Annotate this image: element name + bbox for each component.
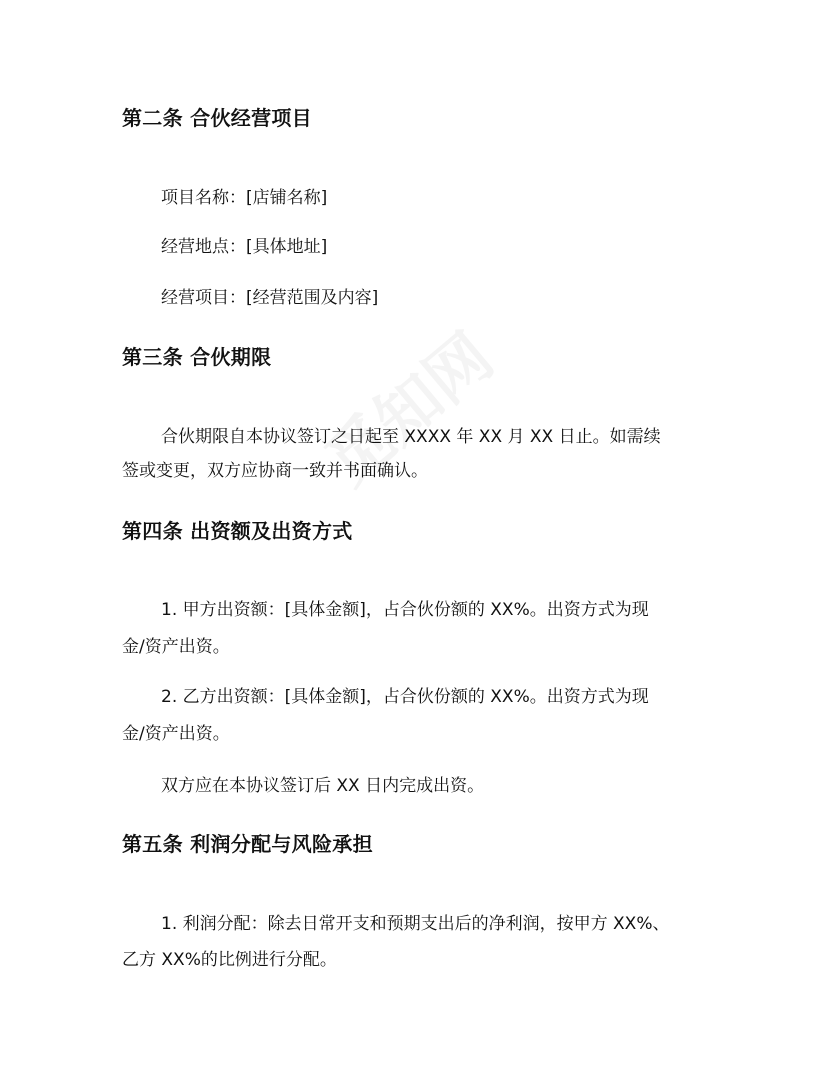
- project-name-text: 项目名称：[店铺名称]: [161, 188, 328, 208]
- party-b-contribution-line-2: 金/资产出资。: [122, 724, 230, 744]
- profit-distribution-line-2: 乙方 XX%的比例进行分配。: [122, 950, 337, 970]
- section-2-heading: 第二条 合伙经营项目: [122, 106, 312, 130]
- party-a-contribution-text-1: 1. 甲方出资额：[具体金额]，占合伙份额的 XX%。出资方式为现: [161, 600, 649, 620]
- profit-distribution-line-1: [122, 906, 718, 943]
- profit-distribution-text-1: 1. 利润分配：除去日常开支和预期支出后的净利润，按甲方 XX%、: [161, 914, 670, 934]
- section-4-heading: 第四条 出资额及出资方式: [122, 519, 353, 543]
- contribution-deadline-text: 双方应在本协议签订后 XX 日内完成出资。: [161, 776, 485, 796]
- partnership-term-line-1: [122, 419, 718, 456]
- section-5-heading: 第五条 利润分配与风险承担: [122, 832, 373, 856]
- business-location-text: 经营地点：[具体地址]: [161, 237, 328, 257]
- party-a-contribution-line-2: 金/资产出资。: [122, 637, 230, 657]
- partnership-term-line-2: 签或变更，双方应协商一致并书面确认。: [122, 461, 428, 481]
- watermark: [281, 286, 540, 535]
- section-3-heading: 第三条 合伙期限: [122, 345, 272, 369]
- partnership-term-text-1: 合伙期限自本协议签订之日起至 XXXX 年 XX 月 XX 日止。如需续: [161, 427, 661, 447]
- business-location-line: [122, 229, 718, 266]
- business-scope-text: 经营项目：[经营范围及内容]: [161, 288, 379, 308]
- party-a-contribution-line-1: [122, 592, 718, 629]
- party-b-contribution-line-1: [122, 679, 718, 716]
- party-b-contribution-text-1: 2. 乙方出资额：[具体金额]，占合伙份额的 XX%。出资方式为现: [161, 687, 649, 707]
- contribution-deadline-line: [122, 768, 718, 805]
- business-scope-line: [122, 280, 718, 317]
- project-name-line: [122, 180, 718, 217]
